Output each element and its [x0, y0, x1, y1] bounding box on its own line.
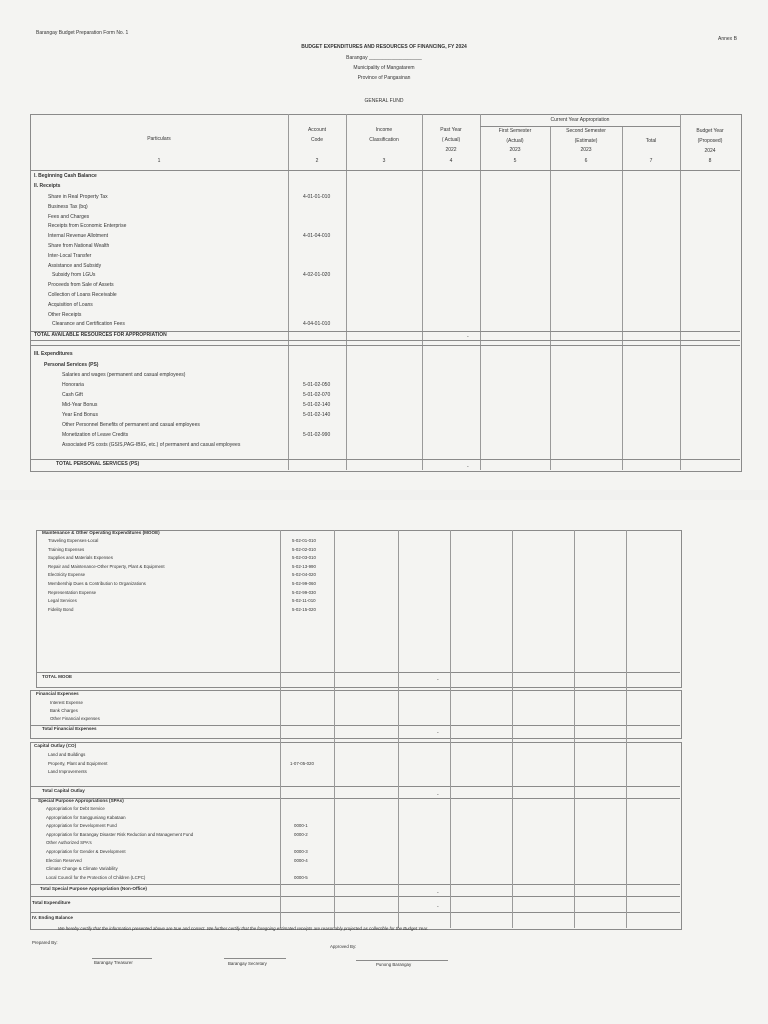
spa-item-label: Election Reserved	[46, 857, 82, 863]
col-account-code-2: Code	[311, 137, 323, 143]
total-spa: Total Special Purpose Appropriation (Non-Office)	[40, 886, 147, 891]
receipt-item-code: 4-01-04-010	[303, 233, 331, 240]
col-num-3: 3	[382, 158, 386, 164]
total-available-dash: -	[467, 334, 469, 340]
col-num-8: 8	[708, 158, 712, 164]
form-page-1	[0, 0, 768, 490]
total-spa-dash: -	[437, 890, 439, 896]
ps-item-label: Honoraria	[62, 382, 84, 388]
expenditures-heading: III. Expenditures	[34, 351, 73, 357]
ending-balance: IV. Ending Balance	[32, 915, 73, 920]
receipt-item-label: Share from National Wealth	[48, 243, 110, 249]
mooe-item-label: Fidelity Bond	[48, 606, 74, 612]
receipt-item-code: 4-02-01-020	[303, 272, 331, 279]
total-fe-dash: -	[437, 730, 439, 736]
spa-item-code: 0000-1	[294, 823, 308, 829]
total-co-dash: -	[437, 792, 439, 798]
mooe-item-code: 5-02-03-010	[292, 555, 316, 561]
receipt-item-label: Share in Real Property Tax	[48, 194, 108, 200]
ps-heading: Personal Services (PS)	[44, 362, 99, 368]
fund-label: GENERAL FUND	[364, 98, 404, 104]
mooe-item-label: Electricity Expense	[48, 572, 86, 578]
ps-item-label: Associated PS costs (GSIS,PAG-IBIG, etc.) of permanent and casual employees	[62, 442, 241, 448]
spa-item-label: Other Authorized SPA's	[46, 840, 92, 846]
co-item-label: Property, Plant and Equipment	[48, 760, 108, 766]
total-available-resources: TOTAL AVAILABLE RESOURCES FOR APPROPRIATION	[34, 332, 167, 338]
ps-item-label: Monetization of Leave Credits	[62, 432, 129, 438]
mooe-item-label: Traveling Expenses-Local	[48, 538, 99, 543]
annex-label: Annex B	[718, 36, 737, 42]
col-budget-year-2: (Proposed)	[697, 138, 723, 144]
beginning-cash-balance: I. Beginning Cash Balance	[34, 173, 97, 179]
total-ps-dash: -	[467, 464, 469, 470]
col-num-2: 2	[315, 158, 319, 164]
fe-item-label: Bank Charges	[50, 708, 78, 713]
total-mooe: TOTAL MOOE	[42, 674, 73, 679]
ps-item-label: Other Personnel Benefits of permanent and casual employees	[62, 422, 200, 428]
col-num-6: 6	[584, 158, 588, 164]
total-expenditure-dash: -	[437, 904, 439, 910]
receipt-item-label: Internal Revenue Allotment	[48, 233, 109, 240]
mooe-item-code: 5-02-13-990	[292, 563, 316, 569]
col-budget-year-1: Budget Year	[696, 128, 724, 134]
spa-item-label: Appropriation for Debt Service	[46, 806, 105, 811]
co-item-label: Land and Buildings	[48, 752, 86, 757]
spa-item-label: Appropriation for Development Fund	[46, 823, 117, 829]
total-capital-outlay: Total Capital Outlay	[42, 788, 85, 793]
ps-item-label: Year End Bonus	[62, 412, 98, 418]
capital-outlay-heading: Capital Outlay (CO)	[34, 743, 77, 748]
total-ps: TOTAL PERSONAL SERVICES (PS)	[56, 461, 140, 467]
fe-item-label: Interest Expense	[50, 700, 83, 705]
ps-item-label: Cash Gift	[62, 392, 83, 398]
col-total: Total	[645, 138, 657, 144]
col-num-1: 1	[157, 158, 161, 164]
ps-item-code: 5-01-02-140	[303, 402, 331, 408]
mooe-item-label: Supplies and Materials Expenses	[48, 555, 113, 561]
spa-item-label: Appropriation for Barangay Disaster Risk Reduction and Management Fund	[46, 831, 194, 837]
mooe-item-label: Repair and Maintenance-Other Property, Plant & Equipment	[48, 563, 165, 569]
ps-item-label: Salaries and wages (permanent and casual employees)	[62, 372, 186, 378]
col-first-sem-2: (Actual)	[506, 138, 524, 144]
col-num-7: 7	[649, 158, 653, 164]
col-past-year-1: Past Year	[440, 127, 462, 133]
col-income-2: Classification	[369, 137, 399, 143]
certification-text: We hereby certify that the information presented above are true and correct. We further certify that the foregoing estimated receipts are reasonably projected as collectible for the Budget Year.	[58, 926, 429, 931]
signatory-secretary: Barangay Secretary	[228, 961, 267, 966]
col-income-1: Income	[375, 127, 393, 133]
spa-item-code: 0000-3	[294, 849, 308, 854]
receipt-item-label: Assistance and Subsidy	[48, 262, 102, 269]
spa-item-label: Local Council for the Protection of Children (LCPC)	[46, 874, 146, 880]
form-title: BUDGET EXPENDITURES AND RESOURCES OF FINANCING, FY 2024	[301, 44, 467, 50]
total-financial-expenses: Total Financial Expenses	[42, 726, 97, 731]
mooe-item-code: 5-02-04-020	[292, 572, 316, 578]
col-second-sem-1: Second Semester	[566, 128, 606, 134]
mooe-heading: Maintenance & Other Operating Expenditures (MOOE)	[42, 530, 160, 535]
receipt-item-label: Receipts from Economic Enterprise	[48, 223, 127, 230]
total-mooe-dash: -	[437, 677, 439, 683]
receipt-item-label: Subsidy from LGUs	[52, 272, 96, 279]
col-past-year-2: ( Actual)	[441, 137, 461, 143]
signatory-treasurer: Barangay Treasurer	[94, 960, 133, 965]
col-past-year-3: 2022	[445, 147, 457, 153]
mooe-item-label: Membership Dues & Contribution to Organizations	[48, 581, 146, 586]
ps-item-label: Mid-Year Bonus	[62, 402, 98, 408]
co-item-label: Land Improvements	[48, 769, 87, 774]
spa-item-label: Appropriation for Sangguniang Kabataan	[46, 814, 126, 820]
province-line: Province of Pangasinan	[357, 75, 411, 81]
spa-item-code: 0000-5	[294, 874, 308, 880]
barangay-line: Barangay ___________________	[346, 55, 422, 61]
budget-table-1	[30, 114, 742, 472]
mooe-table	[36, 530, 682, 688]
col-particulars: Particulars	[147, 136, 171, 142]
mooe-item-code: 5-02-99-060	[292, 581, 316, 586]
mooe-item-code: 5-02-15-020	[292, 606, 316, 612]
form-page-2	[0, 500, 768, 1024]
col-account-code-1: Account	[307, 127, 327, 133]
col-second-sem-2: (Estimate)	[574, 138, 598, 144]
ps-item-code: 5-01-02-990	[303, 432, 331, 438]
total-expenditure: Total Expenditure	[32, 900, 71, 905]
col-current-year-group: Current Year Appropriation	[550, 117, 610, 123]
fe-item-label: Other Financial expenses	[50, 716, 100, 721]
receipt-item-code: 4-01-01-010	[303, 194, 331, 200]
receipt-item-label: Fees and Charges	[48, 213, 90, 220]
mooe-item-code: 5-02-01-010	[292, 538, 316, 543]
spa-heading: Special Purpose Appropriations (SPAs)	[38, 798, 124, 803]
financial-expenses-table	[30, 690, 682, 739]
spa-item-code: 0000-2	[294, 831, 308, 837]
mooe-item-label: Training Expenses	[48, 546, 85, 552]
form-number: Barangay Budget Preparation Form No. 1	[36, 30, 129, 36]
receipt-item-code: 4-04-01-010	[303, 321, 331, 328]
ps-item-code: 5-01-02-140	[303, 412, 331, 418]
receipt-item-label: Business Tax (bq)	[48, 203, 88, 210]
ps-item-code: 5-01-02-070	[303, 392, 331, 398]
mooe-item-code: 5-02-11-010	[292, 598, 316, 604]
receipt-item-label: Inter-Local Transfer	[48, 252, 92, 259]
ps-item-code: 5-01-02-050	[303, 382, 331, 388]
municipality-line: Municipality of Mangatarem	[353, 65, 415, 71]
mooe-item-code: 5-02-99-030	[292, 589, 316, 595]
receipt-item-label: Collection of Loans Receivable	[48, 292, 117, 298]
approved-by-label: Approved By:	[330, 944, 357, 949]
mooe-item-code: 5-02-02-010	[292, 546, 316, 552]
receipt-item-label: Other Receipts	[48, 311, 82, 318]
mooe-item-label: Legal Services	[48, 598, 77, 604]
receipt-item-label: Acquisition of Loans	[48, 301, 93, 308]
receipt-item-label: Clearance and Certification Fees	[52, 321, 125, 328]
receipts-heading: II. Receipts	[34, 183, 61, 189]
col-second-sem-3: 2023	[580, 147, 592, 153]
col-first-sem-3: 2023	[509, 147, 521, 153]
col-num-5: 5	[513, 158, 517, 164]
financial-expenses-heading: Financial Expenses	[36, 691, 79, 696]
col-first-sem-1: First Semester	[498, 128, 532, 134]
spa-item-label: Climate Change & Climate Variability	[46, 866, 118, 872]
receipt-item-label: Proceeds from Sale of Assets	[48, 282, 114, 289]
col-num-4: 4	[449, 158, 453, 164]
prepared-by-label: Prepared By:	[32, 940, 58, 945]
spa-item-label: Appropriation for Gender & Development	[46, 849, 126, 854]
signatory-punong: Punong Barangay	[376, 962, 412, 967]
co-item-code: 1-07-05-020	[290, 760, 314, 766]
spa-item-code: 0000-4	[294, 857, 308, 863]
mooe-item-label: Representation Expense	[48, 589, 97, 595]
col-budget-year-3: 2024	[704, 148, 716, 154]
